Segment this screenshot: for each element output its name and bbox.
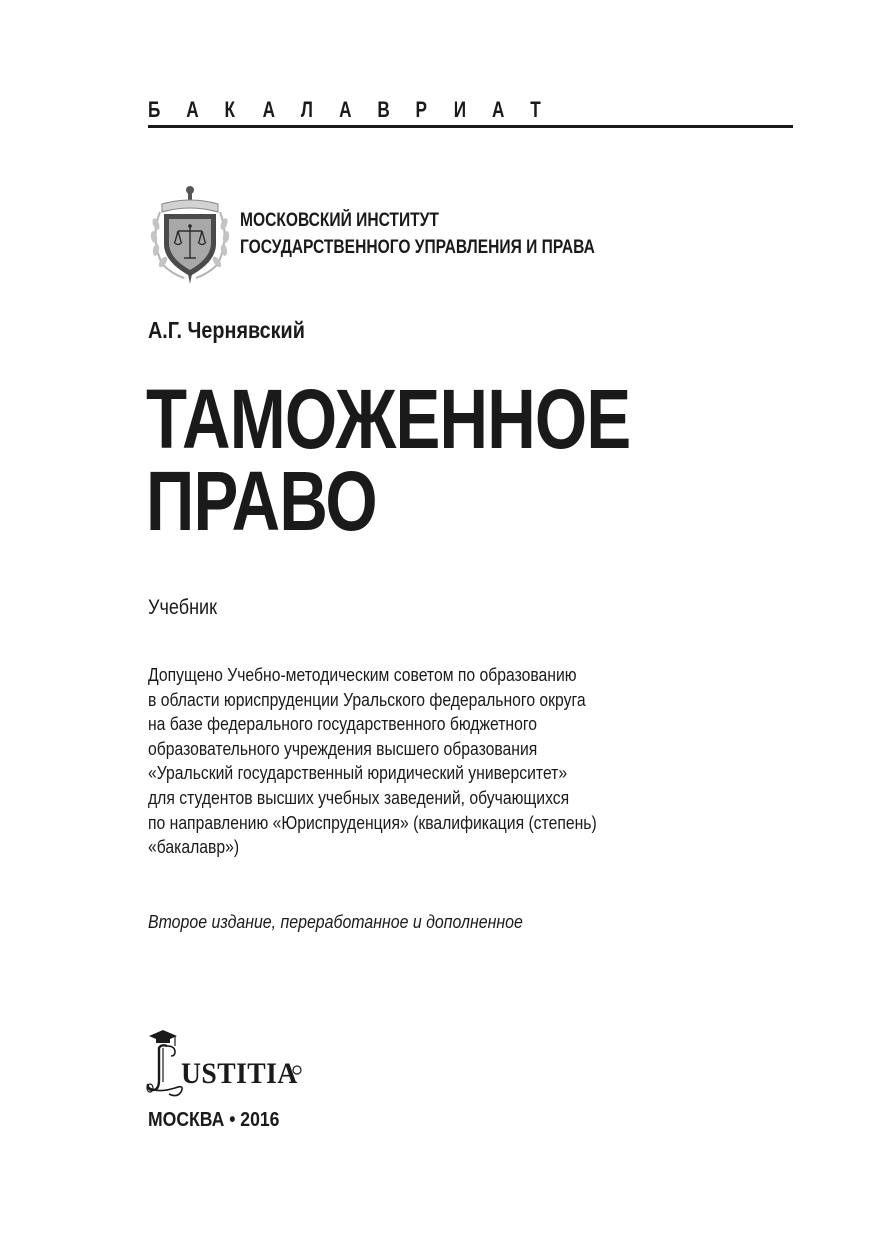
book-title: [146, 372, 631, 548]
series-letter: В: [377, 97, 390, 122]
approval-line: на базе федерального государственного бюджетного: [148, 713, 537, 735]
header-divider: [148, 125, 793, 128]
edition-note: Второе издание, переработанное и дополненное: [148, 911, 523, 932]
shield-scales-emblem-icon: [148, 182, 232, 286]
series-label: [148, 97, 651, 123]
approval-line: Допущено Учебно-методическим советом по образованию: [148, 664, 577, 685]
approval-line: «Уральский государственный юридический университет»: [148, 762, 568, 784]
book-title-line: ПРАВО: [146, 454, 377, 548]
series-letter: К: [224, 97, 235, 122]
series-letter: Р: [415, 97, 427, 122]
institute-name: [240, 207, 595, 261]
author-name: А.Г. Чернявский: [148, 317, 305, 343]
approval-statement: [148, 663, 597, 860]
series-letter: А: [186, 97, 199, 122]
imprint-city-year: МОСКВА • 2016: [148, 1109, 280, 1131]
approval-line: «бакалавр»): [148, 836, 240, 858]
book-title-line: ТАМОЖЕННОЕ: [146, 372, 631, 466]
series-letter: Т: [530, 97, 541, 122]
institute-name-line: ГОСУДАРСТВЕННОГО УПРАВЛЕНИЯ И ПРАВА: [240, 237, 595, 258]
genre-label: Учебник: [148, 596, 218, 619]
approval-line: по направлению «Юриспруденция» (квалификация (степень): [148, 811, 597, 833]
institute-name-line: МОСКОВСКИЙ ИНСТИТУТ: [240, 210, 439, 231]
series-letter: Б: [148, 97, 161, 122]
publisher-name: USTITIA: [181, 1057, 298, 1090]
series-header: [148, 97, 793, 123]
approval-line: образовательного учреждения высшего образования: [148, 737, 538, 759]
series-letter: Л: [300, 97, 313, 122]
series-letter: И: [453, 97, 467, 122]
series-letter: А: [491, 97, 505, 122]
institute-block: [148, 182, 673, 286]
series-letter: А: [262, 97, 276, 122]
approval-line: в области юриспруденции Уральского федерального округа: [148, 688, 586, 710]
publisher-logo: [145, 1028, 305, 1100]
approval-line: для студентов высших учебных заведений, обучающихся: [148, 786, 570, 808]
series-letter: А: [339, 97, 352, 122]
